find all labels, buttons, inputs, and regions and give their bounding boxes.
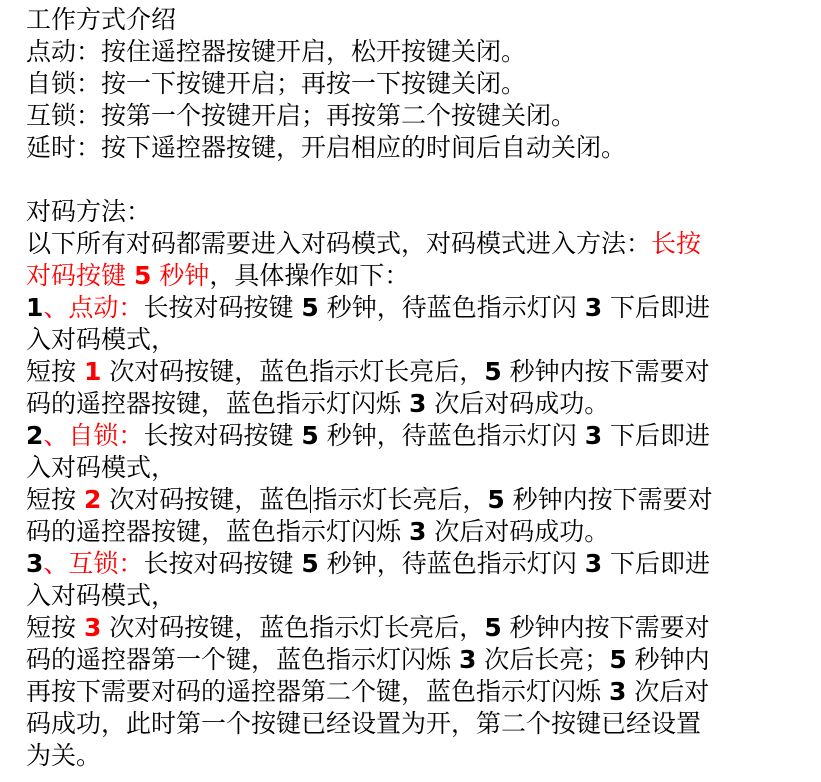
- step-sep: 、: [43, 549, 69, 578]
- pairing-intro-seconds: 5: [133, 261, 152, 290]
- step-index: 3: [26, 549, 44, 578]
- press-count: 1: [83, 357, 102, 386]
- step-text: 秒钟内按下需要对: [504, 485, 713, 514]
- step-2-line-3: [26, 484, 806, 516]
- mode-desc: 按住遥控器按键开启，松开按键关闭。: [101, 37, 527, 66]
- step-2-line-4: [26, 516, 806, 548]
- step-sep: 、: [43, 293, 69, 322]
- step-2-line-2: 入对码模式，: [26, 453, 177, 482]
- step-text: 下后即进: [602, 549, 711, 578]
- step-number: 5: [484, 613, 502, 642]
- pairing-intro-line-2: [26, 260, 806, 292]
- step-number: 5: [301, 293, 319, 322]
- step-text: 再按下需要对码的遥控器第二个键，蓝色指示灯闪烁: [26, 677, 609, 706]
- step-text: 次后对: [626, 677, 710, 706]
- step-2-line-1: [26, 420, 806, 452]
- pairing-title: 对码方法：: [26, 197, 152, 226]
- step-index: 2: [26, 421, 44, 450]
- mode-desc: 按下遥控器按键，开启相应的时间后自动关闭。: [101, 133, 627, 162]
- step-text: 长按对码按键: [143, 293, 302, 322]
- step-text: 短按: [26, 485, 84, 514]
- step-1-line-2: 入对码模式，: [26, 325, 177, 354]
- step-number: 5: [609, 645, 627, 674]
- step-mode-name: 自锁：: [68, 421, 144, 450]
- pairing-intro-highlight: 长按: [651, 229, 702, 258]
- step-text: 次对码按键，蓝色指示灯长亮后，: [101, 613, 485, 642]
- step-text: 秒钟，待蓝色指示灯闪: [318, 293, 585, 322]
- step-1-line-4: [26, 388, 806, 420]
- step-3-line-7: 为关。: [26, 741, 102, 770]
- pairing-intro-highlight: 对码按键: [26, 261, 134, 290]
- mode-line-1: [26, 36, 806, 68]
- step-number: 3: [408, 389, 427, 418]
- step-text: 秒钟内按下需要对: [501, 357, 710, 386]
- step-text: 次对码按键，蓝色指示灯长亮后，: [101, 357, 485, 386]
- step-number: 5: [301, 421, 319, 450]
- document: [26, 4, 806, 772]
- mode-name: 互锁：: [26, 101, 102, 130]
- step-text: 次后对码成功。: [426, 389, 610, 418]
- step-3-line-1: [26, 548, 806, 580]
- step-text: 码的遥控器按键，蓝色指示灯闪烁: [26, 389, 409, 418]
- step-text: 长按对码按键: [143, 421, 302, 450]
- mode-line-4: [26, 132, 806, 164]
- mode-name: 自锁：: [26, 69, 102, 98]
- step-text: 秒钟内: [626, 645, 710, 674]
- step-text: 秒钟内按下需要对: [501, 613, 710, 642]
- step-number: 5: [484, 357, 502, 386]
- mode-line-3: [26, 100, 806, 132]
- step-text: 秒钟，待蓝色指示灯闪: [318, 549, 585, 578]
- step-3-line-5: [26, 676, 806, 708]
- step-3-line-2: 入对码模式，: [26, 581, 177, 610]
- step-text: 指示灯长亮后，: [312, 485, 488, 514]
- step-number: 3: [608, 677, 627, 706]
- blank-line: [26, 164, 806, 196]
- pairing-intro-line-1: [26, 228, 806, 260]
- step-number: 3: [408, 517, 427, 546]
- mode-name: 延时：: [26, 133, 102, 162]
- step-3-line-4: [26, 644, 806, 676]
- step-1-line-3: [26, 356, 806, 388]
- step-index: 1: [26, 293, 44, 322]
- step-text: 下后即进: [602, 293, 711, 322]
- step-number: 3: [584, 293, 603, 322]
- pairing-intro-text: 以下所有对码都需要进入对码模式，对码模式进入方法：: [26, 229, 652, 258]
- step-text: 次后长亮；: [476, 645, 610, 674]
- mode-desc: 按第一个按键开启；再按第二个按键关闭。: [101, 101, 577, 130]
- step-number: 5: [301, 549, 319, 578]
- step-number: 3: [458, 645, 477, 674]
- step-number: 5: [487, 485, 505, 514]
- step-3-line-6: 码成功，此时第一个按键已经设置为开，第二个按键已经设置: [26, 709, 702, 738]
- press-count: 2: [83, 485, 102, 514]
- step-text: 次后对码成功。: [426, 517, 610, 546]
- step-text: 次对码按键，蓝色: [101, 485, 310, 514]
- step-text: 下后即进: [602, 421, 711, 450]
- mode-desc: 按一下按键开启；再按一下按键关闭。: [101, 69, 527, 98]
- step-3-line-3: [26, 612, 806, 644]
- step-text: 秒钟，待蓝色指示灯闪: [318, 421, 585, 450]
- step-mode-name: 点动：: [68, 293, 144, 322]
- step-text: 短按: [26, 357, 84, 386]
- step-1-line-1: [26, 292, 806, 324]
- intro-title: 工作方式介绍: [26, 5, 177, 34]
- step-number: 3: [584, 549, 603, 578]
- step-text: 码的遥控器第一个键，蓝色指示灯闪烁: [26, 645, 459, 674]
- mode-name: 点动：: [26, 37, 102, 66]
- mode-line-2: [26, 68, 806, 100]
- step-text: 长按对码按键: [143, 549, 302, 578]
- step-text: 码的遥控器按键，蓝色指示灯闪烁: [26, 517, 409, 546]
- step-number: 3: [584, 421, 603, 450]
- pairing-intro-highlight: 秒钟: [151, 261, 210, 290]
- pairing-intro-text: ，具体操作如下：: [209, 261, 410, 290]
- step-sep: 、: [43, 421, 69, 450]
- press-count: 3: [83, 613, 102, 642]
- step-mode-name: 互锁：: [68, 549, 144, 578]
- step-text: 短按: [26, 613, 84, 642]
